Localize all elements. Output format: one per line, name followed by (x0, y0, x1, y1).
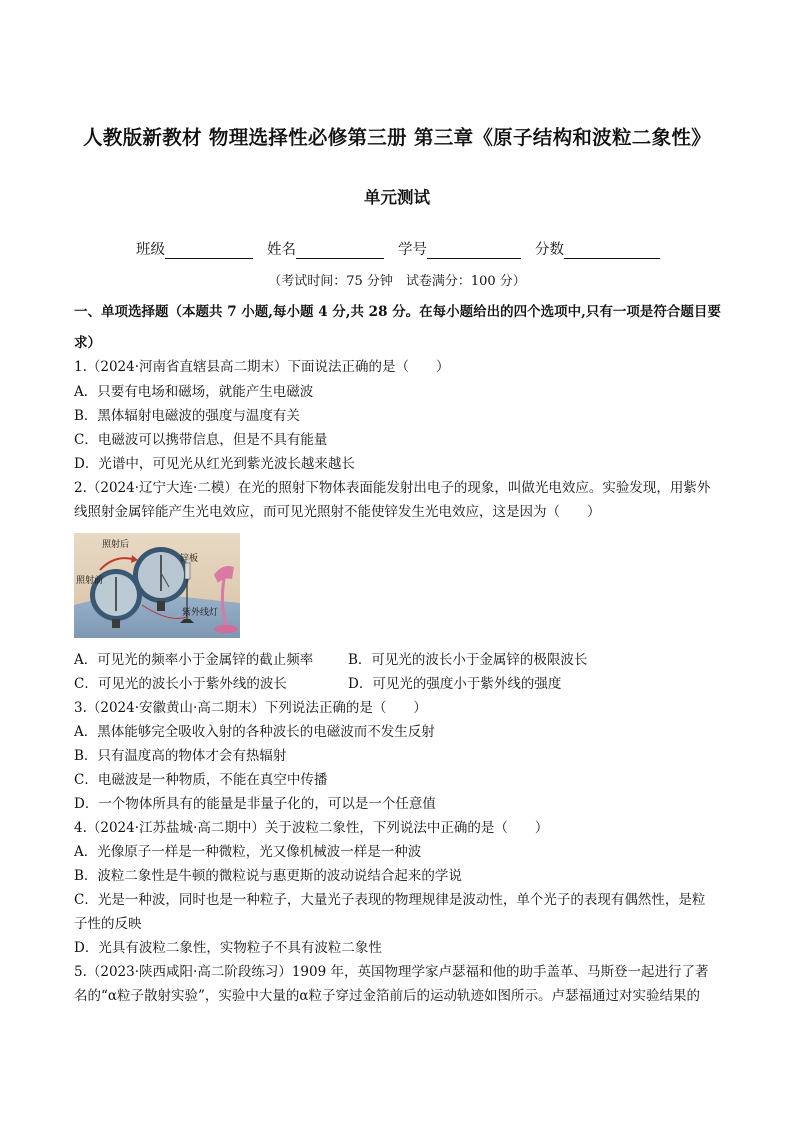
exam-info: （考试时间：75 分钟 试卷满分：100 分） (268, 274, 526, 289)
question-1-option-a: A．只要有电场和磁场，就能产生电磁波 (74, 384, 314, 400)
page-title: 人教版新教材 物理选择性必修第三册 第三章《原子结构和波粒二象性》 (83, 126, 711, 149)
question-5-stem: 5.（2023·陕西咸阳·高二阶段练习）1909 年，英国物理学家卢瑟福和他的助手盖革、马斯登一起进行了著 (74, 964, 709, 980)
score-label: 分数 (535, 242, 564, 258)
student-id-label: 学号 (398, 242, 427, 258)
question-4-stem: 4.（2024·江苏盐城·高二期中）关于波粒二象性，下列说法中正确的是（ ） (74, 820, 549, 836)
section-heading-cont: 求） (74, 335, 101, 351)
question-2-stem-cont: 线照射金属锌能产生光电效应，而可见光照射不能使锌发生光电效应，这是因为（ ） (74, 504, 601, 520)
section-heading: 一、单项选择题（本题共 7 小题,每小题 4 分,共 28 分。在每小题给出的四个选项中,只有一项是符合题目要 (74, 304, 721, 320)
question-4-option-c: C．光是一种波，同时也是一种粒子，大量光子表现的物理规律是波动性，单个光子的表现有偶然性，是粒 (74, 892, 706, 908)
question-2-option-c: C．可见光的波长小于紫外线的波长 (74, 676, 287, 692)
photoelectric-experiment-figure (74, 533, 240, 638)
name-field (267, 238, 384, 259)
label-before: 照射前 (76, 576, 104, 586)
label-uv-lamp: 紫外线灯 (182, 608, 219, 618)
student-id-blank[interactable] (427, 242, 521, 259)
score-blank[interactable] (564, 242, 660, 259)
score-field (535, 238, 660, 259)
question-3-stem: 3.（2024·安徽黄山·高二期末）下列说法正确的是（ ） (74, 700, 427, 716)
page-subtitle: 单元测试 (364, 188, 430, 207)
question-4-option-d: D．光具有波粒二象性，实物粒子不具有波粒二象性 (74, 940, 382, 956)
class-label: 班级 (136, 242, 165, 258)
name-label: 姓名 (267, 242, 296, 258)
question-2-option-d: D．可见光的强度小于紫外线的强度 (348, 676, 562, 692)
question-5-stem-cont: 名的“α粒子散射实验”，实验中大量的α粒子穿过金箔前后的运动轨迹如图所示。卢瑟福通过对实验结果的 (74, 988, 701, 1004)
question-4-option-b: B．波粒二象性是牛顿的微粒说与惠更斯的波动说结合起来的学说 (74, 868, 462, 884)
student-id-field (398, 238, 521, 259)
name-blank[interactable] (296, 242, 384, 259)
class-field (136, 238, 253, 259)
question-2-option-b: B．可见光的波长小于金属锌的极限波长 (348, 652, 588, 668)
question-1-option-d: D．光谱中，可见光从红光到紫光波长越来越长 (74, 456, 355, 472)
question-3-option-c: C．电磁波是一种物质，不能在真空中传播 (74, 772, 328, 788)
question-3-option-b: B．只有温度高的物体才会有热辐射 (74, 748, 287, 764)
question-1-option-c: C．电磁波可以携带信息，但是不具有能量 (74, 432, 328, 448)
question-2-options-row-1 (74, 651, 587, 669)
question-1-option-b: B．黑体辐射电磁波的强度与温度有关 (74, 408, 300, 424)
question-2-stem: 2.（2024·辽宁大连·二模）在光的照射下物体表面能发射出电子的现象，叫做光电效应。实验发现，用紫外 (74, 480, 711, 496)
label-after: 照射后 (102, 540, 130, 550)
question-3-option-d: D．一个物体所具有的能量是非量子化的，可以是一个任意值 (74, 796, 436, 812)
question-2-options-row-2 (74, 675, 561, 693)
zinc-plate-icon (185, 563, 190, 579)
question-4-option-c-cont: 子性的反映 (74, 916, 142, 932)
question-4-option-a: A．光像原子一样是一种微粒，光又像机械波一样是一种波 (74, 844, 422, 860)
question-3-option-a: A．黑体能够完全吸收入射的各种波长的电磁波而不发生反射 (74, 724, 435, 740)
question-1-stem: 1.（2024·河南省直辖县高二期末）下面说法正确的是（ ） (74, 359, 450, 375)
student-info-row (136, 238, 674, 259)
label-zinc-plate: 锌板 (180, 554, 199, 564)
question-2-option-a: A．可见光的频率小于金属锌的截止频率 (74, 652, 314, 668)
class-blank[interactable] (165, 242, 253, 259)
